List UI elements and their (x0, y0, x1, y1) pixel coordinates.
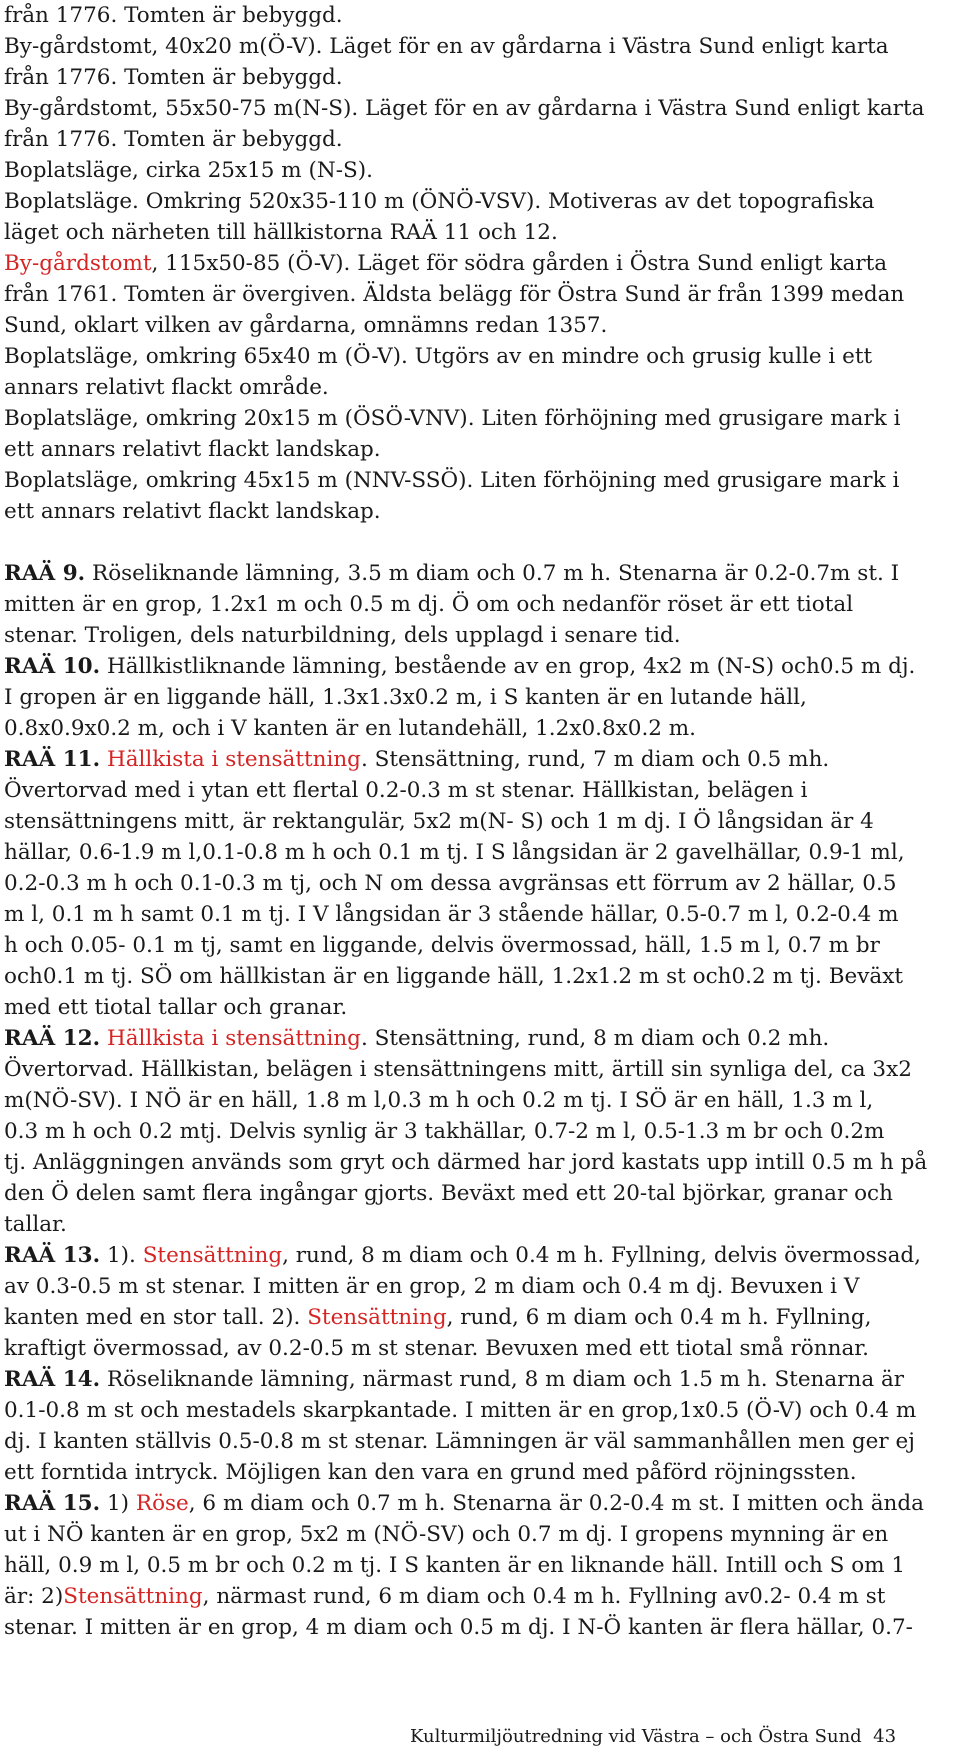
text-line: Sund, oklart vilken av gårdarna, omnämns redan 1357. (4, 313, 608, 338)
text-line: Boplatsläge. Omkring 520x35-110 m (ÖNÖ-VSV). Motiveras av det topografiska (4, 189, 875, 214)
raa14-heading-line (4, 1364, 956, 1395)
page-footer (410, 1724, 920, 1750)
text-line (4, 1581, 956, 1612)
raa-label: RAÄ 11. (4, 747, 101, 772)
text-line: 0.2-0.3 m h och 0.1-0.3 m tj, och N om dessa avgränsas ett förrum av 2 hällar, 0.5 (4, 871, 897, 896)
text-line: I gropen är en liggande häll, 1.3x1.3x0.2 m, i S kanten är en lutande häll, (4, 685, 807, 710)
text-line: häll, 0.9 m l, 0.5 m br och 0.2 m tj. I S kanten är en liknande häll. Intill och S om 1 (4, 1553, 906, 1578)
text-line: och0.1 m tj. SÖ om hällkistan är en liggande häll, 1.2x1.2 m st och0.2 m tj. Beväxt (4, 964, 903, 989)
text-line: Boplatsläge, omkring 20x15 m (ÖSÖ-VNV). Liten förhöjning med grusigare mark i (4, 406, 901, 431)
text-line: ett forntida intryck. Möjligen kan den vara en grund med påförd röjningssten. (4, 1460, 857, 1485)
text-line: ut i NÖ kanten är en grop, 5x2 m (NÖ-SV) och 0.7 m dj. I gropens mynning är en (4, 1522, 889, 1547)
text-segment: Röseliknande lämning, närmast rund, 8 m diam och 1.5 m h. Stenarna är (100, 1367, 905, 1392)
raa13-heading-line (4, 1240, 956, 1271)
text-segment: Röseliknande lämning, 3.5 m diam och 0.7 m h. Stenarna är 0.2-0.7m st. I (85, 561, 900, 586)
text-line: ett annars relativt flackt landskap. (4, 499, 381, 524)
highlighted-term: Stensättning (307, 1305, 447, 1330)
raa-label: RAÄ 12. (4, 1026, 101, 1051)
text-line: annars relativt flackt område. (4, 375, 329, 400)
text-line: tallar. (4, 1212, 67, 1237)
text-segment: är: 2) (4, 1584, 64, 1609)
raa9-heading-line (4, 558, 956, 589)
highlighted-term: Stensättning (63, 1584, 203, 1609)
text-segment: , 6 m diam och 0.7 m h. Stenarna är 0.2-0.4 m st. I mitten och ända (188, 1491, 924, 1516)
text-line: av 0.3-0.5 m st stenar. I mitten är en grop, 2 m diam och 0.4 m dj. Bevuxen i V (4, 1274, 860, 1299)
text-segment: , närmast rund, 6 m diam och 0.4 m h. Fyllning av0.2- 0.4 m st (202, 1584, 886, 1609)
highlighted-term: By-gårdstomt (4, 251, 152, 276)
text-line: Övertorvad med i ytan ett flertal 0.2-0.3 m st stenar. Hällkistan, belägen i (4, 778, 808, 803)
footer-title: Kulturmiljöutredning vid Västra – och Östra Sund (410, 1726, 862, 1747)
text-line: stenar. I mitten är en grop, 4 m diam och 0.5 m dj. I N-Ö kanten är flera hällar, 0.7- (4, 1615, 913, 1640)
raa11-heading-line (4, 744, 956, 775)
text-line: tj. Anläggningen används som gryt och därmed har jord kastats upp intill 0.5 m h på (4, 1150, 928, 1175)
text-line: läget och närheten till hällkistorna RAÄ 11 och 12. (4, 220, 558, 245)
highlighted-term: Hällkista i stensättning (106, 1026, 361, 1051)
page-number: 43 (873, 1726, 897, 1747)
raa-label: RAÄ 10. (4, 654, 101, 679)
highlighted-term: Röse (135, 1491, 189, 1516)
raa15-heading-line (4, 1488, 956, 1519)
text-line: Boplatsläge, omkring 65x40 m (Ö-V). Utgörs av en mindre och grusig kulle i ett (4, 344, 873, 369)
text-line: stensättningens mitt, är rektangulär, 5x2 m(N- S) och 1 m dj. I Ö långsidan är 4 (4, 809, 874, 834)
text-line: Boplatsläge, cirka 25x15 m (N-S). (4, 158, 373, 183)
text-line: ett annars relativt flackt landskap. (4, 437, 381, 462)
text-line: 0.1-0.8 m st och mestadels skarpkantade. I mitten är en grop,1x0.5 (Ö-V) och 0.4 m (4, 1398, 917, 1423)
text-line: By-gårdstomt, 55x50-75 m(N-S). Läget för en av gårdarna i Västra Sund enligt karta (4, 96, 925, 121)
text-line: Övertorvad. Hällkistan, belägen i stensättningens mitt, ärtill sin synliga del, ca 3x2 (4, 1057, 912, 1082)
text-line (4, 1302, 956, 1333)
text-line: från 1776. Tomten är bebyggd. (4, 3, 343, 28)
text-line: med ett tiotal tallar och granar. (4, 995, 348, 1020)
text-segment: . Stensättning, rund, 7 m diam och 0.5 mh. (360, 747, 830, 772)
text-line: m l, 0.1 m h samt 0.1 m tj. I V långsidan är 3 stående hällar, 0.5-0.7 m l, 0.2-0.4 m (4, 902, 899, 927)
text-line: från 1776. Tomten är bebyggd. (4, 127, 343, 152)
text-line: 0.8x0.9x0.2 m, och i V kanten är en lutandehäll, 1.2x0.8x0.2 m. (4, 716, 697, 741)
text-line: mitten är en grop, 1.2x1 m och 0.5 m dj. Ö om och nedanför röset är ett tiotal (4, 592, 854, 617)
text-line: hällar, 0.6-1.9 m l,0.1-0.8 m h och 0.1 m tj. I S långsidan är 2 gavelhällar, 0.9-1 ml, (4, 840, 905, 865)
text-line: den Ö delen samt flera ingångar gjorts. Beväxt med ett 20-tal björkar, granar och (4, 1181, 893, 1206)
text-line: 0.3 m h och 0.2 mtj. Delvis synlig är 3 takhällar, 0.7-2 m l, 0.5-1.3 m br och 0.2m (4, 1119, 885, 1144)
text-line: h och 0.05- 0.1 m tj, samt en liggande, delvis övermossad, häll, 1.5 m l, 0.7 m br (4, 933, 880, 958)
text-segment: . Stensättning, rund, 8 m diam och 0.2 mh. (360, 1026, 830, 1051)
raa10-heading-line (4, 651, 956, 682)
highlighted-term: Stensättning (142, 1243, 283, 1268)
text-line: dj. I kanten ställvis 0.5-0.8 m st stenar. Lämningen är väl sammanhållen men ger ej (4, 1429, 915, 1454)
raa-label: RAÄ 14. (4, 1367, 101, 1392)
text-line: By-gårdstomt, 40x20 m(Ö-V). Läget för en av gårdarna i Västra Sund enligt karta (4, 34, 889, 59)
text-line (4, 248, 956, 279)
raa-label: RAÄ 13. (4, 1243, 101, 1268)
raa-label: RAÄ 9. (4, 561, 86, 586)
text-line: från 1761. Tomten är övergiven. Äldsta belägg för Östra Sund är från 1399 medan (4, 282, 905, 307)
raa12-heading-line (4, 1023, 956, 1054)
text-line: från 1776. Tomten är bebyggd. (4, 65, 343, 90)
text-segment: , rund, 6 m diam och 0.4 m h. Fyllning, (446, 1305, 872, 1330)
highlighted-term: Hällkista i stensättning (106, 747, 361, 772)
text-line: m(NÖ-SV). I NÖ är en häll, 1.8 m l,0.3 m h och 0.2 m tj. I SÖ är en häll, 1.3 m l, (4, 1088, 874, 1113)
text-line: kraftigt övermossad, av 0.2-0.5 m st stenar. Bevuxen med ett tiotal små rönnar. (4, 1336, 870, 1361)
text-segment: , 115x50-85 (Ö-V). Läget för södra gården i Östra Sund enligt karta (151, 251, 888, 276)
text-line: Boplatsläge, omkring 45x15 m (NNV-SSÖ). Liten förhöjning med grusigare mark i (4, 468, 900, 493)
text-segment: 1) (100, 1491, 136, 1516)
text-segment: Hällkistliknande lämning, bestående av en grop, 4x2 m (N-S) och0.5 m dj. (100, 654, 916, 679)
text-segment: kanten med en stor tall. 2). (4, 1305, 308, 1330)
text-line: stenar. Troligen, dels naturbildning, dels upplagd i senare tid. (4, 623, 681, 648)
text-segment: , rund, 8 m diam och 0.4 m h. Fyllning, delvis övermossad, (282, 1243, 921, 1268)
raa-label: RAÄ 15. (4, 1491, 101, 1516)
text-segment: 1). (100, 1243, 143, 1268)
